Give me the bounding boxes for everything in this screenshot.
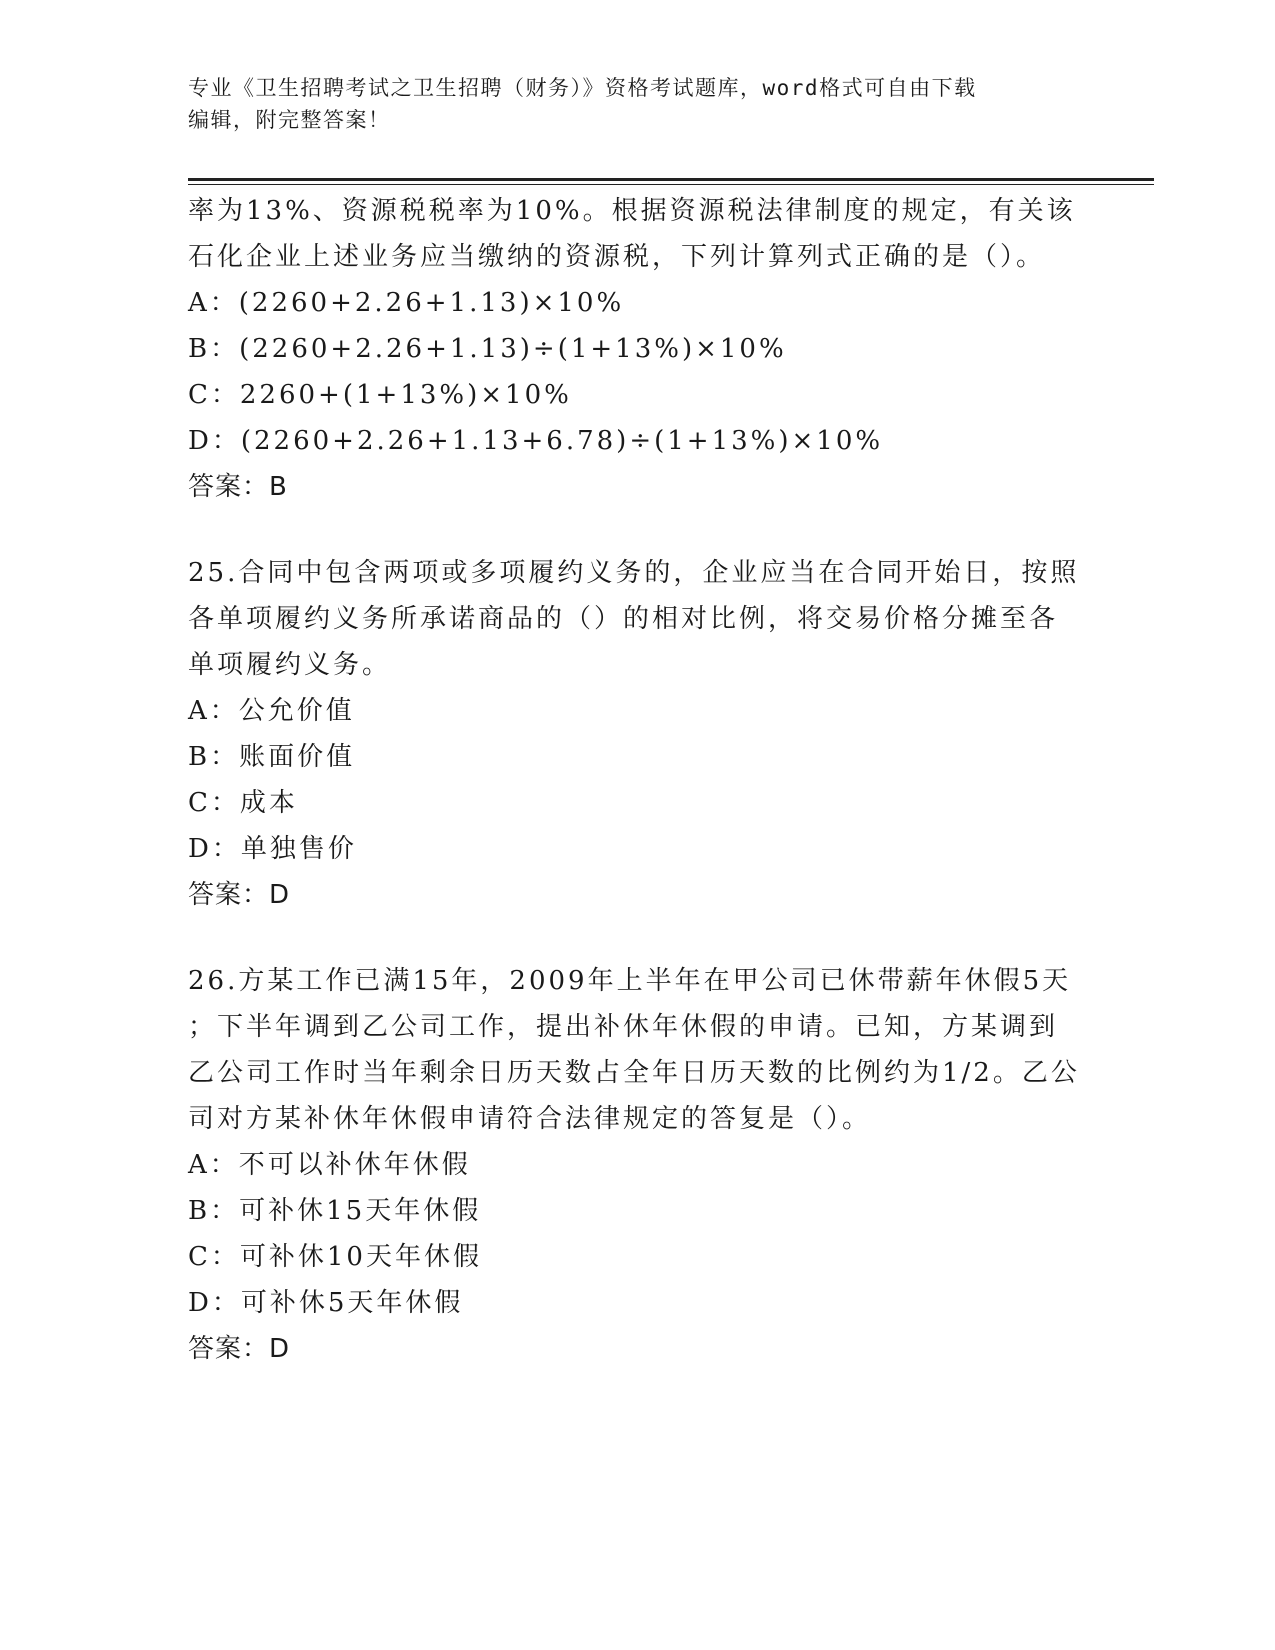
option-a: A：(2260+2.26+1.13)×10% — [188, 288, 625, 318]
option-c: C：2260+(1+13%)×10% — [188, 380, 572, 410]
question-spacer — [188, 918, 1088, 958]
header-line-1: 专业《卫生招聘考试之卫生招聘（财务）》资格考试题库，word格式可自由下载 — [188, 76, 977, 100]
option-b: B：账面价值 — [188, 742, 356, 772]
question-stem-line: 单项履约义务。 — [188, 650, 392, 680]
option-b: B：可补休15天年休假 — [188, 1196, 482, 1226]
option-b: B：(2260+2.26+1.13)÷(1+13%)×10% — [188, 334, 787, 364]
option-d: D：单独售价 — [188, 834, 357, 864]
option-d: D：可补休5天年休假 — [188, 1288, 464, 1318]
question-stem-line: 司对方某补休年休假申请符合法律规定的答复是（）。 — [188, 1104, 872, 1134]
answer-label: 答案：B — [188, 472, 288, 502]
option-a: A：公允价值 — [188, 696, 355, 726]
question-stem-line: 26.方某工作已满15年，2009年上半年在甲公司已休带薪年休假5天 — [188, 966, 1072, 996]
question-stem-line: 率为13%、资源税税率为10%。根据资源税法律制度的规定，有关该 — [188, 196, 1076, 226]
question-stem-line: 乙公司工作时当年剩余日历天数占全年日历天数的比例约为1/2。乙公 — [188, 1058, 1080, 1088]
answer-label: 答案：D — [188, 1334, 291, 1364]
question-stem-line: 各单项履约义务所承诺商品的（）的相对比例，将交易价格分摊至各 — [188, 604, 1059, 634]
option-a: A：不可以补休年休假 — [188, 1150, 471, 1180]
option-c: C：成本 — [188, 788, 298, 818]
answer-label: 答案：D — [188, 880, 291, 910]
question-26 — [188, 958, 1088, 1372]
page-header — [188, 72, 1088, 136]
question-stem-line: 石化企业上述业务应当缴纳的资源税，下列计算列式正确的是（）。 — [188, 242, 1046, 272]
header-divider-thick — [188, 178, 1154, 181]
question-25 — [188, 550, 1088, 918]
option-d: D：(2260+2.26+1.13+6.78)÷(1+13%)×10% — [188, 426, 884, 456]
question-24-continued — [188, 188, 1088, 510]
header-divider-thin — [188, 184, 1154, 185]
question-spacer — [188, 510, 1088, 550]
question-content — [188, 188, 1088, 1372]
question-stem-line: 25.合同中包含两项或多项履约义务的，企业应当在合同开始日，按照 — [188, 558, 1080, 588]
question-stem-line: ；下半年调到乙公司工作，提出补休年休假的申请。已知，方某调到 — [188, 1012, 1059, 1042]
header-line-2: 编辑，附完整答案！ — [188, 108, 391, 132]
option-c: C：可补休10天年休假 — [188, 1242, 482, 1272]
